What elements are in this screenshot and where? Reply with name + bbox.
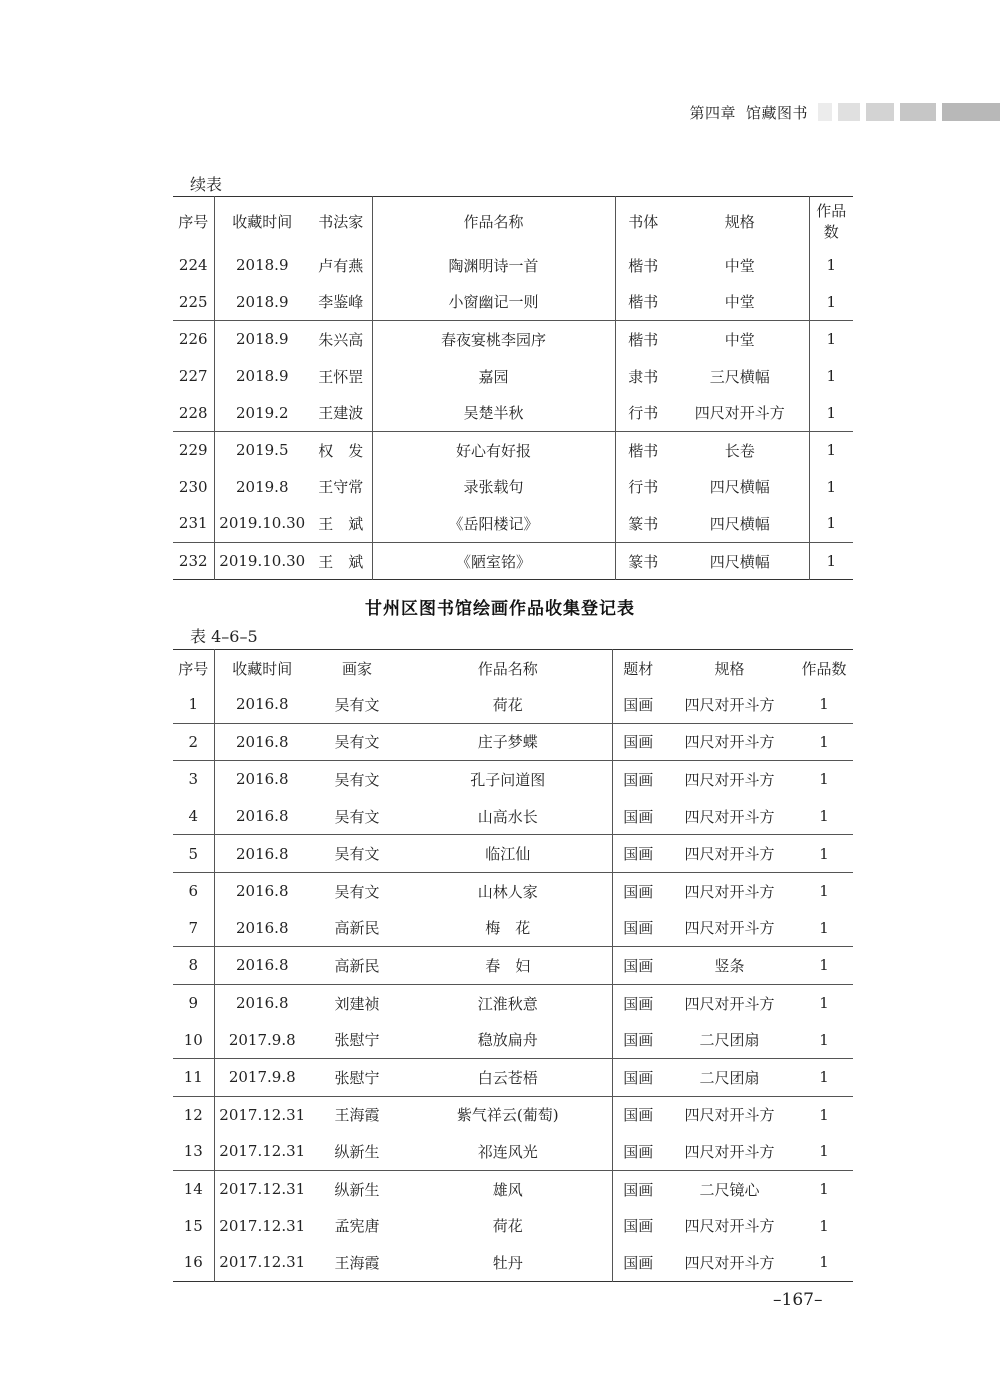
running-header xyxy=(689,101,1000,123)
cell-no: 2 xyxy=(173,723,214,761)
table-row xyxy=(173,686,853,723)
cell-artist: 吴有文 xyxy=(334,807,380,826)
cell-date: 2016.8 xyxy=(236,732,289,751)
table-row xyxy=(173,910,853,947)
cell-style: 国画 xyxy=(623,1031,654,1050)
cell-no: 225 xyxy=(173,284,214,321)
cell-no: 6 xyxy=(173,872,214,909)
cell-title: 小窗幽记一则 xyxy=(372,284,615,321)
cell-artist: 刘建祯 xyxy=(334,994,380,1013)
cell-size: 四尺对开斗方 xyxy=(684,770,775,789)
cell-size: 四尺对开斗方 xyxy=(684,845,775,864)
cell-no: 3 xyxy=(173,761,214,798)
header-decor-block xyxy=(838,103,860,121)
table-row xyxy=(173,284,853,321)
cell-no: 230 xyxy=(173,469,214,506)
col-header-date: 收藏时间 xyxy=(232,212,293,231)
cell-no: 4 xyxy=(173,798,214,835)
calligraphy-table xyxy=(173,196,853,580)
col-header-date: 收藏时间 xyxy=(232,659,293,678)
cell-date: 2018.9 xyxy=(236,292,289,311)
cell-no: 7 xyxy=(173,910,214,947)
cell-size: 中堂 xyxy=(671,284,809,321)
cell-count: 1 xyxy=(819,1253,829,1272)
cell-style: 篆书 xyxy=(628,514,659,533)
cell-size: 四尺横幅 xyxy=(671,542,809,580)
cell-count: 1 xyxy=(826,330,837,349)
cell-artist: 张慰宁 xyxy=(334,1031,380,1050)
table-row xyxy=(173,431,853,468)
cell-artist: 王怀罡 xyxy=(310,358,372,395)
cell-no: 15 xyxy=(173,1207,214,1244)
cell-artist: 卢有燕 xyxy=(310,247,372,284)
cell-title: 山高水长 xyxy=(404,798,612,835)
cell-date: 2016.8 xyxy=(236,695,289,714)
cell-size: 四尺对开斗方 xyxy=(684,807,775,826)
cell-artist: 王守常 xyxy=(310,469,372,506)
cell-size: 四尺对开斗方 xyxy=(684,1106,775,1125)
cell-artist: 王海霞 xyxy=(334,1106,380,1125)
cell-date: 2016.8 xyxy=(236,882,289,901)
cell-date: 2017.12.31 xyxy=(219,1142,306,1161)
cell-date: 2017.9.8 xyxy=(228,1068,296,1087)
cell-title: 《陋室铭》 xyxy=(372,542,615,580)
cell-count: 1 xyxy=(826,403,837,422)
table-row xyxy=(173,723,853,761)
cell-no: 11 xyxy=(173,1058,214,1096)
cell-artist: 孟宪唐 xyxy=(334,1217,380,1236)
cell-size: 四尺对开斗方 xyxy=(684,882,775,901)
cell-artist: 张慰宁 xyxy=(334,1068,380,1087)
cell-style: 篆书 xyxy=(628,552,659,571)
cell-title: 临江仙 xyxy=(404,835,612,873)
col-header-title: 作品名称 xyxy=(372,197,615,248)
cell-style: 隶书 xyxy=(628,367,659,386)
cell-size: 四尺对开斗方 xyxy=(684,695,775,714)
cell-title: 孔子问道图 xyxy=(404,761,612,798)
cell-size: 四尺横幅 xyxy=(671,505,809,542)
cell-no: 5 xyxy=(173,835,214,873)
cell-title: 陶渊明诗一首 xyxy=(372,247,615,284)
cell-artist: 纵新生 xyxy=(334,1180,380,1199)
cell-artist: 吴有文 xyxy=(334,770,380,789)
table-row xyxy=(173,835,853,873)
cell-title: 嘉园 xyxy=(372,358,615,395)
table-row xyxy=(173,358,853,395)
cell-no: 226 xyxy=(173,321,214,358)
table-row xyxy=(173,1244,853,1281)
cell-count: 1 xyxy=(819,1142,829,1161)
cell-count: 1 xyxy=(826,552,837,571)
cell-count: 1 xyxy=(826,514,837,533)
cell-style: 行书 xyxy=(628,478,659,497)
cell-date: 2019.10.30 xyxy=(219,514,306,533)
cell-count: 1 xyxy=(819,1068,829,1087)
painting-table xyxy=(173,649,853,1282)
cell-artist: 权 发 xyxy=(310,431,372,468)
cell-count: 1 xyxy=(826,292,837,311)
table-row xyxy=(173,1021,853,1058)
cell-title: 雄风 xyxy=(404,1170,612,1207)
cell-no: 16 xyxy=(173,1244,214,1281)
cell-count: 1 xyxy=(819,695,829,714)
header-decor-block xyxy=(942,103,1000,121)
cell-count: 1 xyxy=(826,367,837,386)
cell-style: 国画 xyxy=(623,695,654,714)
table-row xyxy=(173,798,853,835)
cell-date: 2017.12.31 xyxy=(219,1253,306,1272)
cell-size: 长卷 xyxy=(671,431,809,468)
cell-size: 二尺团扇 xyxy=(699,1068,760,1087)
cell-count: 1 xyxy=(819,882,829,901)
col-header-count: 作品 数 xyxy=(816,202,847,241)
cell-size: 二尺镜心 xyxy=(699,1180,760,1199)
cell-no: 228 xyxy=(173,394,214,431)
cell-style: 国画 xyxy=(623,845,654,864)
cell-title: 荷花 xyxy=(404,686,612,723)
table-row xyxy=(173,542,853,580)
cell-no: 13 xyxy=(173,1133,214,1170)
col-header-style: 题材 xyxy=(623,659,654,678)
cell-artist: 王 斌 xyxy=(310,542,372,580)
cell-style: 国画 xyxy=(623,807,654,826)
cell-no: 9 xyxy=(173,984,214,1021)
cell-no: 231 xyxy=(173,505,214,542)
cell-no: 227 xyxy=(173,358,214,395)
cell-style: 楷书 xyxy=(628,293,659,312)
table-row xyxy=(173,247,853,284)
cell-size: 四尺对开斗方 xyxy=(684,733,775,752)
col-header-no: 序号 xyxy=(173,197,214,248)
cell-count: 1 xyxy=(819,770,829,789)
cell-title: 好心有好报 xyxy=(372,431,615,468)
table-row xyxy=(173,947,853,985)
col-header-artist: 书法家 xyxy=(310,197,372,248)
cell-title: 紫气祥云(葡萄) xyxy=(404,1096,612,1133)
cell-style: 国画 xyxy=(623,1217,654,1236)
cell-count: 1 xyxy=(819,844,829,863)
cell-style: 行书 xyxy=(628,404,659,423)
cell-size: 四尺对开斗方 xyxy=(684,919,775,938)
cell-style: 国画 xyxy=(623,1106,654,1125)
table-row xyxy=(173,1207,853,1244)
cell-style: 国画 xyxy=(623,1253,654,1272)
cell-size: 四尺对开斗方 xyxy=(684,1217,775,1236)
table-header-row xyxy=(173,197,853,248)
cell-no: 8 xyxy=(173,947,214,985)
cell-no: 12 xyxy=(173,1096,214,1133)
cell-style: 国画 xyxy=(623,1142,654,1161)
cell-date: 2017.9.8 xyxy=(228,1030,296,1049)
cell-title: 山林人家 xyxy=(404,872,612,909)
cell-date: 2019.2 xyxy=(236,403,289,422)
cell-date: 2019.10.30 xyxy=(219,552,306,571)
cell-artist: 吴有文 xyxy=(334,882,380,901)
cell-count: 1 xyxy=(819,732,829,751)
cell-title: 牡丹 xyxy=(404,1244,612,1281)
table-row xyxy=(173,1170,853,1207)
cell-count: 1 xyxy=(819,1216,829,1235)
col-header-count: 作品数 xyxy=(801,659,847,678)
cell-no: 224 xyxy=(173,247,214,284)
cell-artist: 朱兴高 xyxy=(310,321,372,358)
cell-no: 10 xyxy=(173,1021,214,1058)
cell-style: 国画 xyxy=(623,770,654,789)
cell-count: 1 xyxy=(819,994,829,1013)
cell-count: 1 xyxy=(819,1105,829,1124)
cell-artist: 王建波 xyxy=(310,394,372,431)
cell-title: 春夜宴桃李园序 xyxy=(372,321,615,358)
table-row xyxy=(173,761,853,798)
cell-date: 2018.9 xyxy=(236,256,289,275)
cell-style: 楷书 xyxy=(628,330,659,349)
cell-title: 庄子梦蝶 xyxy=(404,723,612,761)
cell-title: 祁连风光 xyxy=(404,1133,612,1170)
cell-date: 2018.9 xyxy=(236,330,289,349)
cell-date: 2017.12.31 xyxy=(219,1216,306,1235)
cell-date: 2016.8 xyxy=(236,956,289,975)
cell-style: 国画 xyxy=(623,919,654,938)
table-row xyxy=(173,321,853,358)
cell-title: 荷花 xyxy=(404,1207,612,1244)
cell-count: 1 xyxy=(819,956,829,975)
cell-style: 楷书 xyxy=(628,441,659,460)
cell-title: 春 妇 xyxy=(404,947,612,985)
table-row xyxy=(173,469,853,506)
cell-style: 国画 xyxy=(623,1180,654,1199)
cell-date: 2019.5 xyxy=(236,441,289,460)
cell-title: 吴楚半秋 xyxy=(372,394,615,431)
cell-artist: 王海霞 xyxy=(334,1253,380,1272)
cell-artist: 纵新生 xyxy=(334,1142,380,1161)
table1-caption: 续表 xyxy=(190,175,223,194)
cell-artist: 高新民 xyxy=(334,956,380,975)
cell-artist: 吴有文 xyxy=(334,845,380,864)
col-header-no: 序号 xyxy=(173,650,214,687)
cell-artist: 吴有文 xyxy=(334,733,380,752)
cell-count: 1 xyxy=(819,918,829,937)
col-header-style: 书体 xyxy=(628,212,659,231)
col-header-size: 规格 xyxy=(671,197,809,248)
cell-count: 1 xyxy=(819,1030,829,1049)
cell-no: 14 xyxy=(173,1170,214,1207)
cell-style: 国画 xyxy=(623,733,654,752)
cell-size: 四尺对开斗方 xyxy=(671,394,809,431)
table-row xyxy=(173,1133,853,1170)
cell-date: 2018.9 xyxy=(236,367,289,386)
cell-size: 四尺对开斗方 xyxy=(684,1142,775,1161)
cell-date: 2016.8 xyxy=(236,807,289,826)
cell-date: 2016.8 xyxy=(236,918,289,937)
cell-count: 1 xyxy=(826,477,837,496)
cell-size: 四尺对开斗方 xyxy=(684,1253,775,1272)
header-decor-block xyxy=(818,103,832,121)
cell-date: 2017.12.31 xyxy=(219,1180,306,1199)
cell-size: 三尺横幅 xyxy=(671,358,809,395)
header-decor-block xyxy=(866,103,894,121)
cell-size: 二尺团扇 xyxy=(699,1031,760,1050)
cell-size: 中堂 xyxy=(671,247,809,284)
cell-style: 国画 xyxy=(623,1068,654,1087)
cell-title: 《岳阳楼记》 xyxy=(372,505,615,542)
cell-title: 梅 花 xyxy=(404,910,612,947)
cell-title: 录张载句 xyxy=(372,469,615,506)
cell-date: 2016.8 xyxy=(236,844,289,863)
cell-date: 2016.8 xyxy=(236,994,289,1013)
cell-date: 2016.8 xyxy=(236,770,289,789)
header-decor-block xyxy=(900,103,936,121)
cell-date: 2017.12.31 xyxy=(219,1105,306,1124)
cell-size: 四尺对开斗方 xyxy=(684,994,775,1013)
table-row xyxy=(173,1096,853,1133)
cell-style: 楷书 xyxy=(628,256,659,275)
cell-style: 国画 xyxy=(623,956,654,975)
cell-title: 稳放扁舟 xyxy=(404,1021,612,1058)
cell-size: 竖条 xyxy=(714,956,745,975)
page-number: –167– xyxy=(773,1290,823,1310)
cell-count: 1 xyxy=(819,1180,829,1199)
cell-no: 229 xyxy=(173,431,214,468)
cell-date: 2019.8 xyxy=(236,477,289,496)
cell-style: 国画 xyxy=(623,994,654,1013)
cell-count: 1 xyxy=(826,256,837,275)
cell-size: 中堂 xyxy=(671,321,809,358)
table2-caption: 表 4–6–5 xyxy=(190,627,258,646)
table-row xyxy=(173,984,853,1021)
table-header-row xyxy=(173,650,853,687)
table-row xyxy=(173,872,853,909)
cell-style: 国画 xyxy=(623,882,654,901)
table-row xyxy=(173,394,853,431)
cell-no: 232 xyxy=(173,542,214,580)
col-header-size: 规格 xyxy=(714,659,745,678)
cell-artist: 高新民 xyxy=(334,919,380,938)
col-header-artist: 画家 xyxy=(341,659,372,678)
chapter-label: 第四章 xyxy=(689,103,736,122)
table2-title: 甘州区图书馆绘画作品收集登记表 xyxy=(365,599,635,619)
cell-title: 江淮秋意 xyxy=(404,984,612,1021)
section-label: 馆藏图书 xyxy=(745,103,808,122)
cell-count: 1 xyxy=(826,441,837,460)
col-header-title: 作品名称 xyxy=(404,650,612,687)
cell-title: 白云苍梧 xyxy=(404,1058,612,1096)
cell-artist: 李鉴峰 xyxy=(310,284,372,321)
cell-size: 四尺横幅 xyxy=(671,469,809,506)
table-row xyxy=(173,505,853,542)
table-row xyxy=(173,1058,853,1096)
cell-count: 1 xyxy=(819,807,829,826)
cell-artist: 王 斌 xyxy=(310,505,372,542)
cell-artist: 吴有文 xyxy=(334,695,380,714)
cell-no: 1 xyxy=(173,686,214,723)
